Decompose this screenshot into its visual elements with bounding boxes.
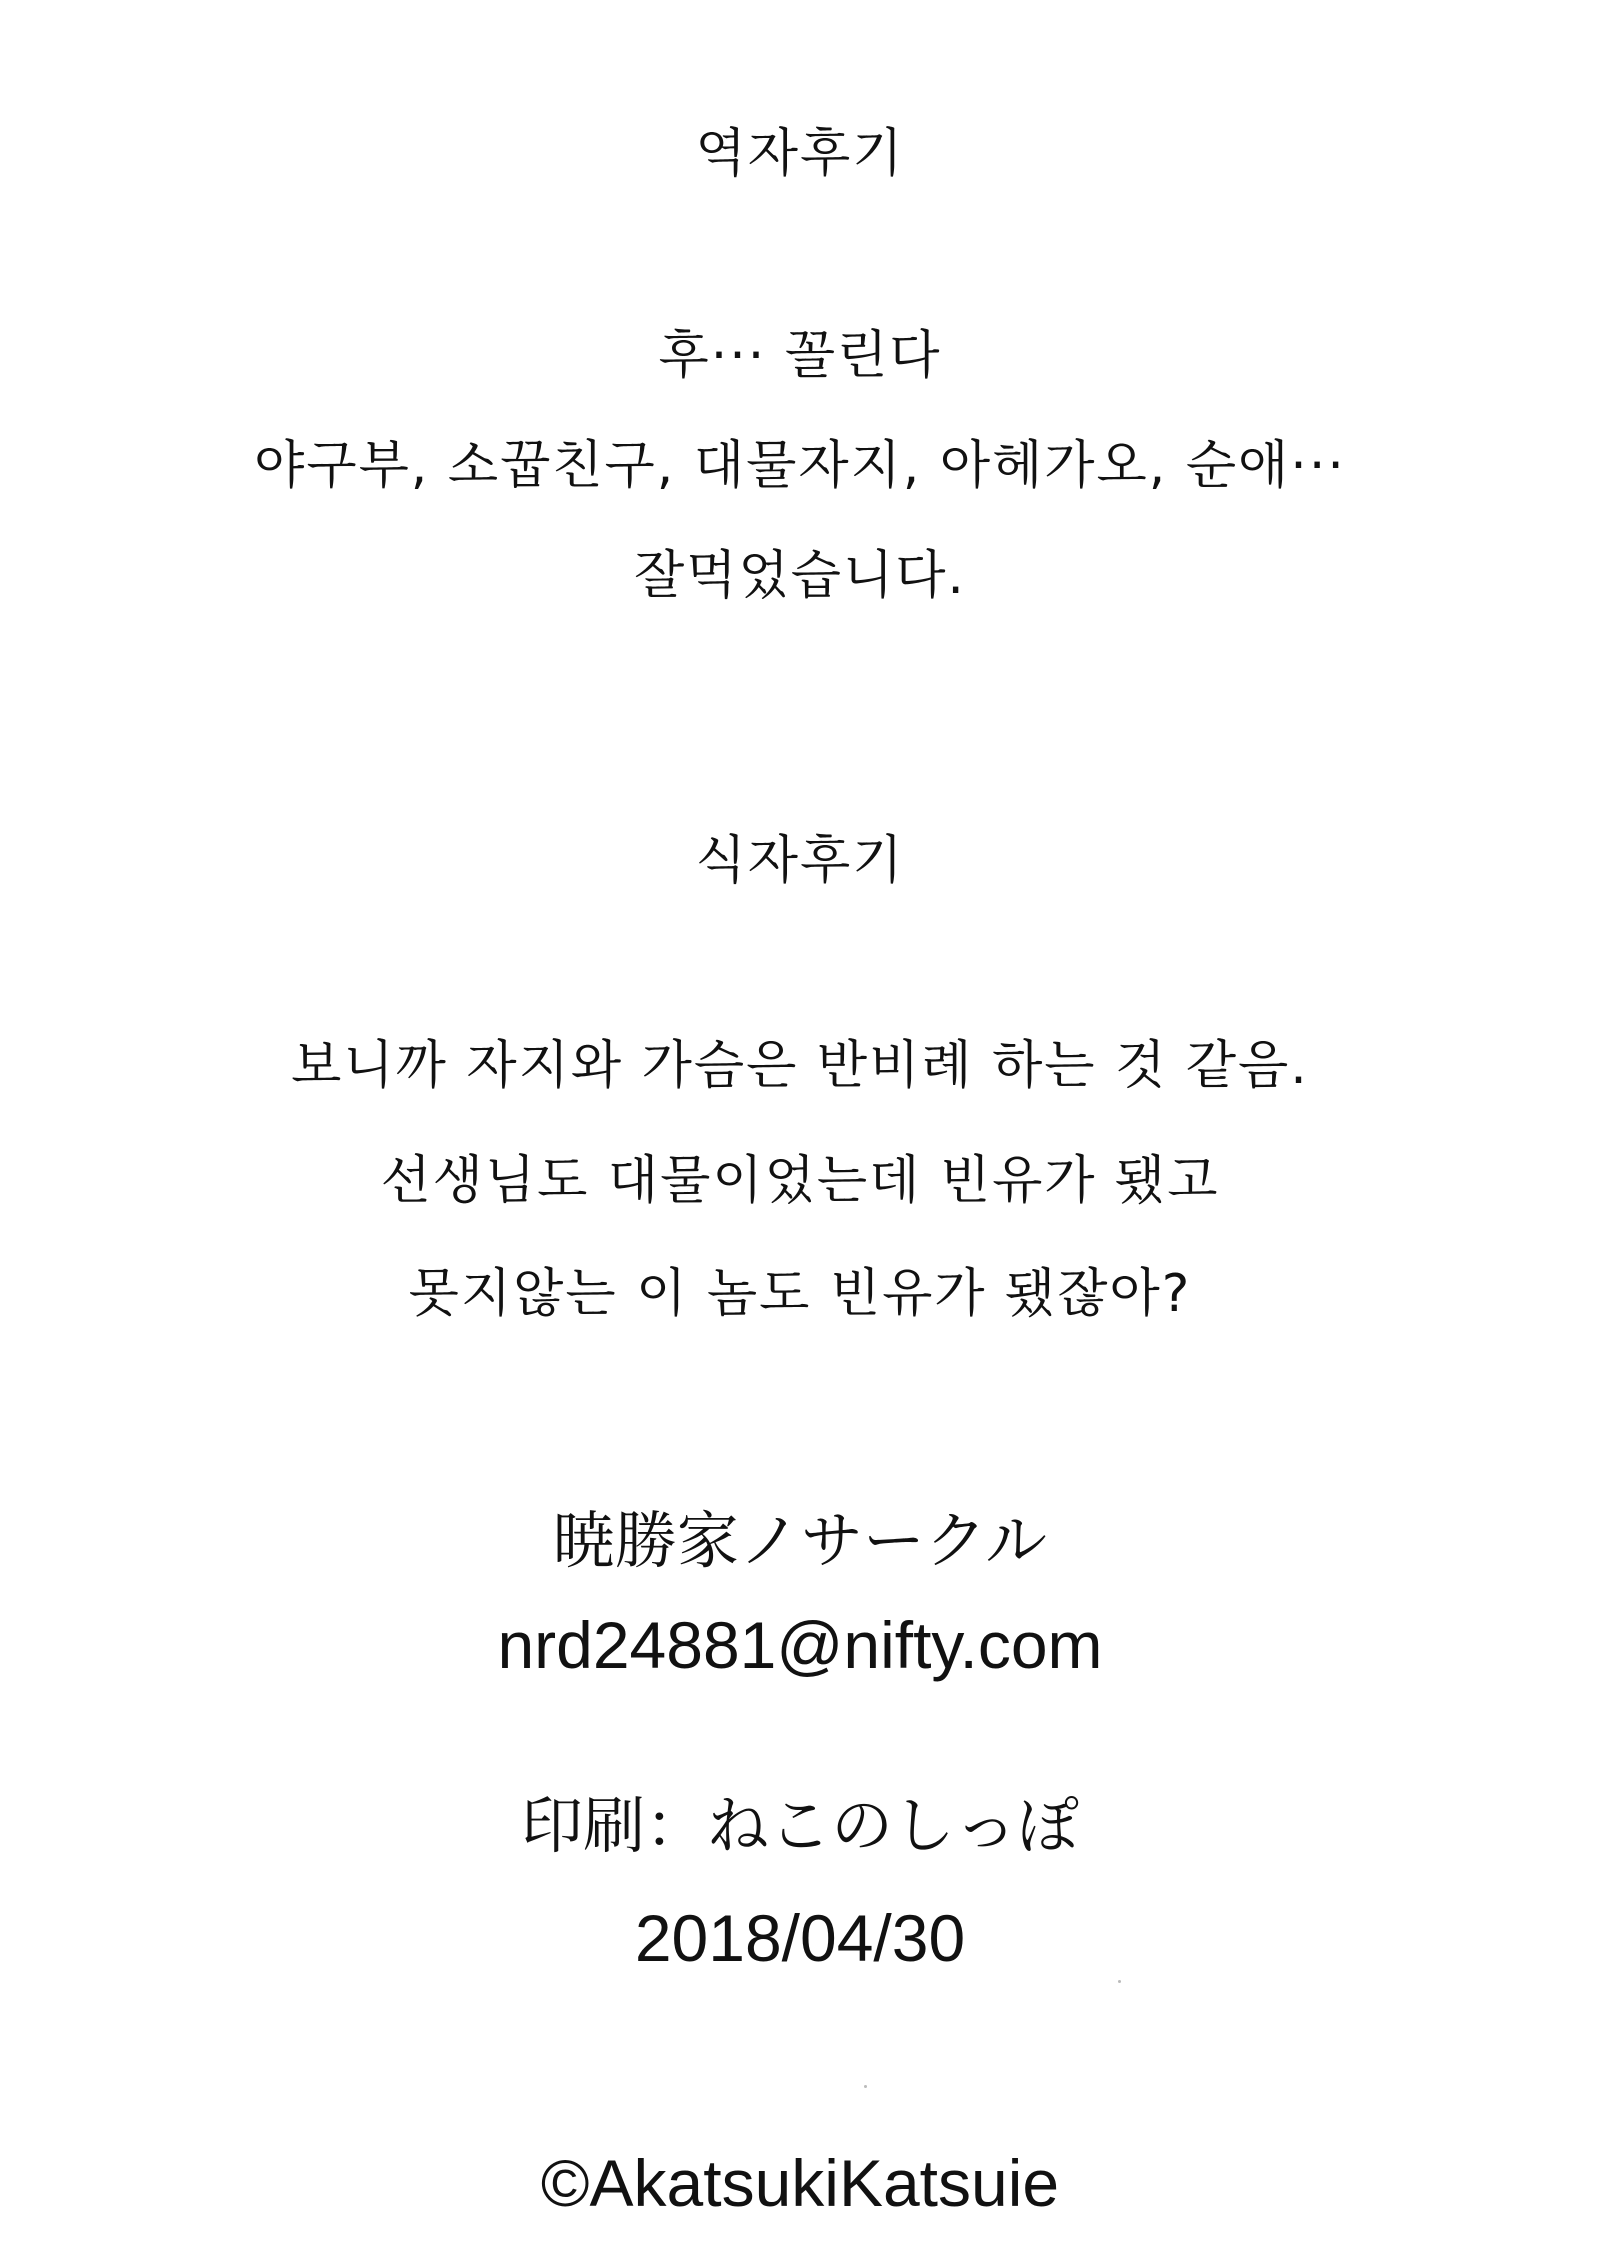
print-date: 2018/04/30 (634, 1901, 966, 1975)
typesetter-notes-line-2: 선생님도 대물이었는데 빈유가 됐고 (380, 1151, 1220, 1211)
printer-credit: 印刷：ねこのしっぽ (520, 1789, 1079, 1862)
translator-notes-line-3: 잘먹었습니다. (634, 546, 966, 606)
typesetter-notes-line-3: 못지않는 이 놈도 빈유가 됐잖아? (408, 1264, 1192, 1324)
typesetter-notes-title: 식자후기 (695, 831, 905, 891)
typesetter-notes-line-1: 보니까 자지와 가슴은 반비례 하는 것 같음. (291, 1036, 1309, 1096)
translator-notes-line-1: 후··· 꼴린다 (658, 326, 942, 386)
scan-speck (864, 2085, 867, 2088)
copyright-notice: ©AkatsukiKatsuie (540, 2146, 1060, 2220)
contact-email: nrd24881@nifty.com (497, 1608, 1103, 1682)
circle-name: 暁勝家ノサークル (552, 1504, 1048, 1577)
scan-speck (1118, 1980, 1121, 1983)
translator-notes-line-2: 야구부, 소꿉친구, 대물자지, 아헤가오, 순애··· (254, 436, 1346, 496)
translator-notes-title: 역자후기 (695, 124, 905, 184)
